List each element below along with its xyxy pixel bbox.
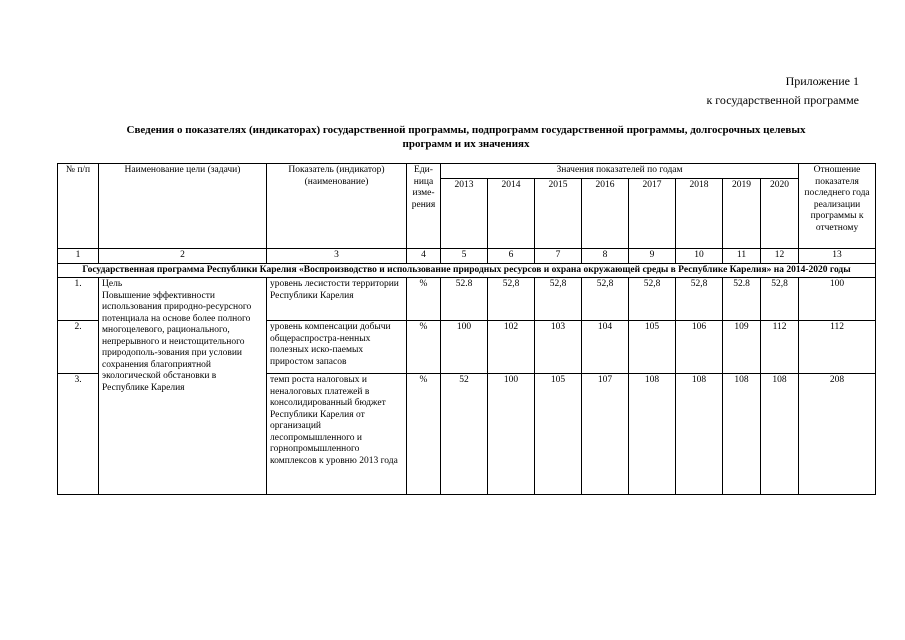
- year-2020: 2020: [761, 178, 799, 249]
- header-row-1: [58, 164, 876, 179]
- colnum-12: 12: [761, 249, 799, 264]
- colnum-4: 4: [407, 249, 441, 264]
- row-2-value-2020: 112: [761, 321, 799, 374]
- colnum-2: 2: [99, 249, 267, 264]
- header-ratio: Отношение показателя последнего года реализации программы к отчетному: [799, 164, 876, 249]
- colnum-3: 3: [267, 249, 407, 264]
- goal-cell: Цель Повышение эффективности использования природно-ресурсного потенциала на основе более полного многоцелевого, рационального, непрерывного и неистощительного природополь-зования при условии сохранения благоприятной экологической обстановки в Республике Карелия: [99, 278, 267, 495]
- row-1-unit: %: [407, 278, 441, 321]
- indicators-table: [57, 163, 876, 495]
- row-1-value-2019: 52.8: [723, 278, 761, 321]
- colnum-9: 9: [629, 249, 676, 264]
- annex-line-1: Приложение 1: [785, 74, 859, 88]
- document-title: [56, 123, 876, 151]
- row-1-value-2017: 52,8: [629, 278, 676, 321]
- row-2-value-2015: 103: [535, 321, 582, 374]
- colnum-8: 8: [582, 249, 629, 264]
- row-3-value-2017: 108: [629, 374, 676, 495]
- row-3-value-2015: 105: [535, 374, 582, 495]
- header-unit: Еди-ница изме-рения: [407, 164, 441, 249]
- program-title: Государственная программа Республики Карелия «Воспроизводство и использование природных ресурсов и охрана окружающей среды в Республике Карелия» на 2014-2020 годы: [58, 263, 876, 278]
- header-indicator: Показатель (индикатор) (наименование): [267, 164, 407, 249]
- header-values: Значения показателей по годам: [441, 164, 799, 179]
- year-2017: 2017: [629, 178, 676, 249]
- year-2019: 2019: [723, 178, 761, 249]
- row-3-ratio: 208: [799, 374, 876, 495]
- annex-label: [706, 72, 859, 110]
- row-1-ratio: 100: [799, 278, 876, 321]
- row-1-indicator: уровень лесистости территории Республики Карелия: [267, 278, 407, 321]
- row-2-value-2018: 106: [676, 321, 723, 374]
- row-1-value-2013: 52.8: [441, 278, 488, 321]
- row-1-value-2014: 52,8: [488, 278, 535, 321]
- year-2015: 2015: [535, 178, 582, 249]
- row-1-num: 1.: [58, 278, 99, 321]
- table-row: [58, 278, 876, 321]
- row-3-indicator: темп роста налоговых и неналоговых платежей в консолидированный бюджет Республики Карелия от организаций лесопромышленного и горнопромышленного комплексов к уровню 2013 года: [267, 374, 407, 495]
- row-3-unit: %: [407, 374, 441, 495]
- row-2-value-2019: 109: [723, 321, 761, 374]
- year-2013: 2013: [441, 178, 488, 249]
- row-3-value-2016: 107: [582, 374, 629, 495]
- year-2018: 2018: [676, 178, 723, 249]
- header-goal: Наименование цели (задачи): [99, 164, 267, 249]
- document-title-line-2: программ и их значениях: [402, 138, 530, 150]
- row-2-indicator: уровень компенсации добычи общераспростра-ненных полезных иско-паемых приростом запасов: [267, 321, 407, 374]
- row-2-value-2014: 102: [488, 321, 535, 374]
- row-3-value-2013: 52: [441, 374, 488, 495]
- row-3-value-2018: 108: [676, 374, 723, 495]
- annex-line-2: к государственной программе: [706, 93, 859, 107]
- row-2-value-2016: 104: [582, 321, 629, 374]
- row-3-value-2020: 108: [761, 374, 799, 495]
- row-2-value-2017: 105: [629, 321, 676, 374]
- row-1-value-2015: 52,8: [535, 278, 582, 321]
- row-2-ratio: 112: [799, 321, 876, 374]
- row-3-num: 3.: [58, 374, 99, 495]
- colnum-13: 13: [799, 249, 876, 264]
- document-title-line-1: Сведения о показателях (индикаторах) государственной программы, подпрограмм государственной программы, долгосрочных целевых: [126, 124, 806, 136]
- colnum-1: 1: [58, 249, 99, 264]
- colnum-7: 7: [535, 249, 582, 264]
- row-2-value-2013: 100: [441, 321, 488, 374]
- program-title-row: [58, 263, 876, 278]
- row-1-value-2020: 52,8: [761, 278, 799, 321]
- row-2-num: 2.: [58, 321, 99, 374]
- row-1-value-2018: 52,8: [676, 278, 723, 321]
- row-2-unit: %: [407, 321, 441, 374]
- colnum-11: 11: [723, 249, 761, 264]
- colnum-10: 10: [676, 249, 723, 264]
- row-3-value-2014: 100: [488, 374, 535, 495]
- colnum-6: 6: [488, 249, 535, 264]
- row-3-value-2019: 108: [723, 374, 761, 495]
- column-number-row: [58, 249, 876, 264]
- year-2016: 2016: [582, 178, 629, 249]
- header-num: № п/п: [58, 164, 99, 249]
- year-2014: 2014: [488, 178, 535, 249]
- colnum-5: 5: [441, 249, 488, 264]
- row-1-value-2016: 52,8: [582, 278, 629, 321]
